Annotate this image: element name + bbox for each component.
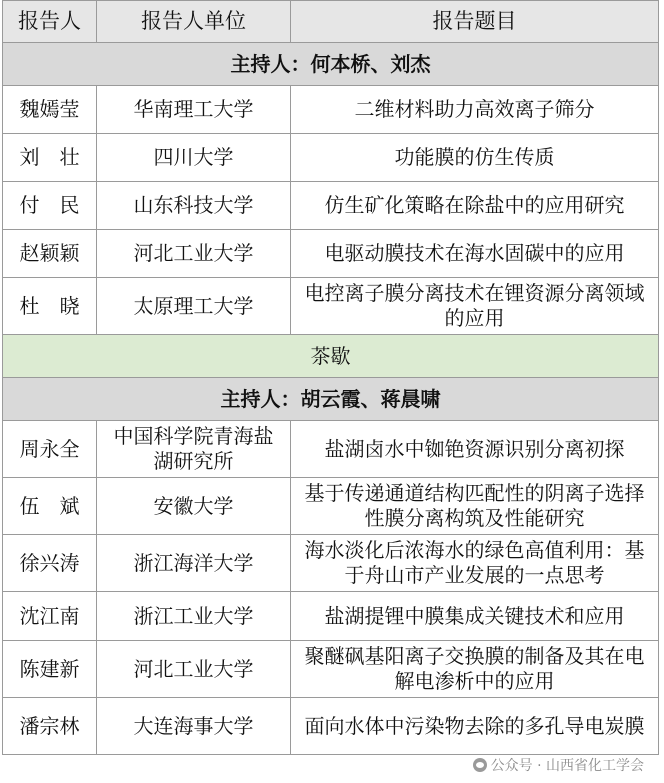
session-host-row	[3, 43, 659, 86]
reporter-name: 魏嫣莹	[3, 86, 97, 134]
reporter-name: 付 民	[3, 182, 97, 230]
table-row	[3, 592, 659, 641]
reporter-name: 沈江南	[3, 592, 97, 641]
table-row	[3, 641, 659, 698]
reporter-affiliation: 安徽大学	[97, 478, 291, 535]
table-header-row	[3, 1, 659, 43]
wechat-icon	[473, 758, 487, 772]
report-title: 面向水体中污染物去除的多孔导电炭膜	[291, 698, 659, 755]
reporter-name: 赵颖颖	[3, 230, 97, 278]
reporter-name: 陈建新	[3, 641, 97, 698]
reporter-affiliation: 河北工业大学	[97, 230, 291, 278]
table-row	[3, 535, 659, 592]
tea-break-row	[3, 335, 659, 378]
reporter-name: 伍 斌	[3, 478, 97, 535]
report-title: 电控离子膜分离技术在锂资源分离领域的应用	[291, 278, 659, 335]
table-row	[3, 421, 659, 478]
table-row	[3, 478, 659, 535]
reporter-affiliation: 浙江海洋大学	[97, 535, 291, 592]
reporter-affiliation: 四川大学	[97, 134, 291, 182]
reporter-affiliation: 大连海事大学	[97, 698, 291, 755]
table-row	[3, 230, 659, 278]
reporter-name: 周永全	[3, 421, 97, 478]
header-affiliation: 报告人单位	[97, 1, 291, 43]
session-host: 主持人：胡云霞、蒋晨啸	[3, 378, 659, 421]
reporter-affiliation: 华南理工大学	[97, 86, 291, 134]
report-title: 仿生矿化策略在除盐中的应用研究	[291, 182, 659, 230]
report-title: 海水淡化后浓海水的绿色高值利用：基于舟山市产业发展的一点思考	[291, 535, 659, 592]
header-reporter: 报告人	[3, 1, 97, 43]
session-host: 主持人：何本桥、刘杰	[3, 43, 659, 86]
report-title: 基于传递通道结构匹配性的阴离子选择性膜分离构筑及性能研究	[291, 478, 659, 535]
table-row	[3, 698, 659, 755]
session-host-row	[3, 378, 659, 421]
reporter-affiliation: 浙江工业大学	[97, 592, 291, 641]
header-title: 报告题目	[291, 1, 659, 43]
report-title: 聚醚砜基阳离子交换膜的制备及其在电解电渗析中的应用	[291, 641, 659, 698]
report-title: 盐湖提锂中膜集成关键技术和应用	[291, 592, 659, 641]
report-title: 二维材料助力高效离子筛分	[291, 86, 659, 134]
report-title: 盐湖卤水中铷铯资源识别分离初探	[291, 421, 659, 478]
reporter-affiliation: 河北工业大学	[97, 641, 291, 698]
reporter-affiliation: 中国科学院青海盐湖研究所	[97, 421, 291, 478]
table-row	[3, 278, 659, 335]
watermark-text: 公众号 · 山西省化工学会	[490, 758, 644, 774]
table-row	[3, 86, 659, 134]
table-row	[3, 134, 659, 182]
reporter-affiliation: 山东科技大学	[97, 182, 291, 230]
reporter-affiliation: 太原理工大学	[97, 278, 291, 335]
reporter-name: 刘 壮	[3, 134, 97, 182]
report-title: 功能膜的仿生传质	[291, 134, 659, 182]
tea-break-label: 茶歇	[3, 335, 659, 378]
report-schedule-table	[2, 0, 659, 755]
reporter-name: 徐兴涛	[3, 535, 97, 592]
reporter-name: 潘宗林	[3, 698, 97, 755]
reporter-name: 杜 晓	[3, 278, 97, 335]
watermark	[471, 755, 646, 775]
table-row	[3, 182, 659, 230]
report-title: 电驱动膜技术在海水固碳中的应用	[291, 230, 659, 278]
